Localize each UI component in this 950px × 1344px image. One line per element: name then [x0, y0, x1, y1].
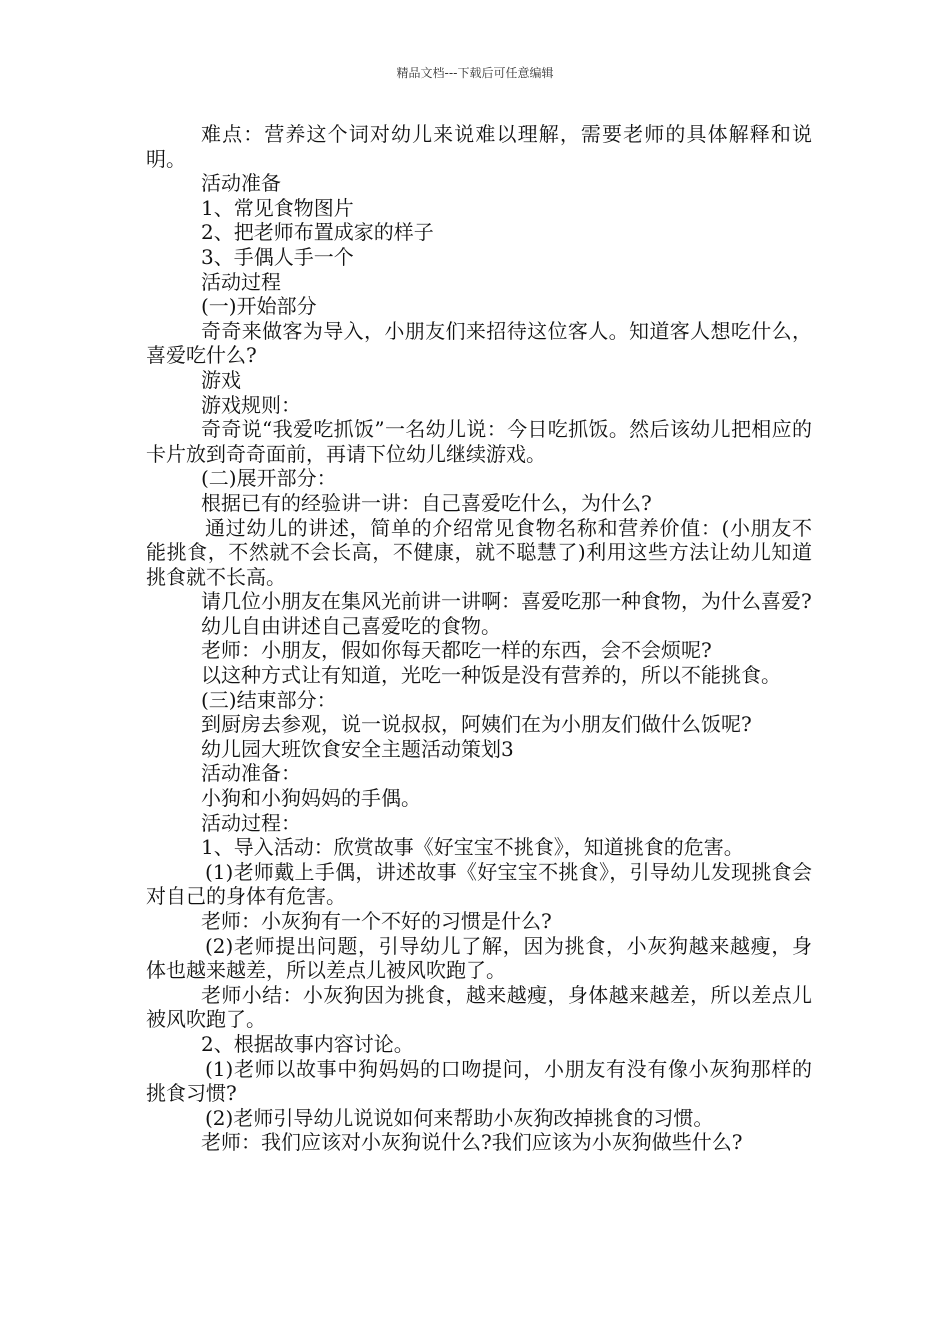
paragraph: (三)结束部分：: [201, 687, 337, 712]
paragraph: 幼儿自由讲述自己喜爱吃的食物。: [201, 613, 501, 638]
paragraph: 通过幼儿的讲述，简单的介绍常见食物名称和营养价值：(小朋友不能挑食，不然就不会长高，不健康，就不聪慧了)利用这些方法让幼儿知道挑食就不长高。: [146, 515, 812, 589]
paragraph: 老师小结：小灰狗因为挑食，越来越瘦，身体越来越差，所以差点儿被风吹跑了。: [146, 982, 812, 1032]
paragraph: 活动准备: [201, 171, 281, 196]
paragraph: (一)开始部分: [201, 294, 317, 319]
paragraph: 1、导入活动：欣赏故事《好宝宝不挑食》，知道挑食的危害。: [201, 835, 744, 860]
paragraph: 游戏: [201, 367, 241, 392]
paragraph: 活动过程：: [201, 810, 301, 835]
paragraph: 以这种方式让有知道，光吃一种饭是没有营养的，所以不能挑食。: [201, 663, 781, 688]
paragraph: 2、把老师布置成家的样子: [201, 220, 434, 245]
paragraph: 2、根据故事内容讨论。: [201, 1031, 414, 1056]
paragraph: (1)老师戴上手偶，讲述故事《好宝宝不挑食》，引导幼儿发现挑食会对自己的身体有危害。: [146, 859, 812, 909]
document-body: [146, 122, 812, 1155]
section-heading: 幼儿园大班饮食安全主题活动策划3: [201, 736, 514, 761]
paragraph: 老师：我们应该对小灰狗说什么?我们应该为小灰狗做些什么?: [201, 1130, 743, 1155]
paragraph: (二)展开部分：: [201, 466, 337, 491]
paragraph: 根据已有的经验讲一讲：自己喜爱吃什么，为什么?: [201, 490, 652, 515]
paragraph: 小狗和小狗妈妈的手偶。: [201, 786, 421, 811]
paragraph: 活动过程: [201, 269, 281, 294]
paragraph: 到厨房去参观，说一说叔叔，阿姨们在为小朋友们做什么饭呢?: [201, 712, 752, 737]
paragraph: 老师：小灰狗有一个不好的习惯是什么?: [201, 909, 552, 933]
paragraph: 活动准备：: [201, 761, 301, 786]
paragraph: (1)老师以故事中狗妈妈的口吻提问，小朋友有没有像小灰狗那样的挑食习惯?: [146, 1056, 812, 1106]
paragraph: 3、手偶人手一个: [201, 244, 354, 269]
paragraph: 老师：小朋友，假如你每天都吃一样的东西，会不会烦呢?: [201, 638, 712, 663]
paragraph: 请几位小朋友在集风光前讲一讲啊：喜爱吃那一种食物，为什么喜爱?: [201, 589, 812, 614]
paragraph: 奇奇来做客为导入，小朋友们来招待这位客人。知道客人想吃什么，喜爱吃什么?: [146, 318, 812, 368]
paragraph: 难点：营养这个词对幼儿来说难以理解，需要老师的具体解释和说明。: [146, 122, 812, 171]
paragraph: 1、常见食物图片: [201, 195, 354, 220]
page-header: 精品文档---下载后可任意编辑: [396, 66, 554, 80]
paragraph: (2)老师提出问题，引导幼儿了解，因为挑食，小灰狗越来越瘦，身体也越来越差，所以差点儿被风吹跑了。: [146, 933, 812, 983]
paragraph: 奇奇说“我爱吃抓饭”一名幼儿说：今日吃抓饭。然后该幼儿把相应的卡片放到奇奇面前，再请下位幼儿继续游戏。: [146, 417, 812, 466]
paragraph: 游戏规则：: [201, 392, 301, 417]
paragraph: (2)老师引导幼儿说说如何来帮助小灰狗改掉挑食的习惯。: [205, 1105, 714, 1130]
